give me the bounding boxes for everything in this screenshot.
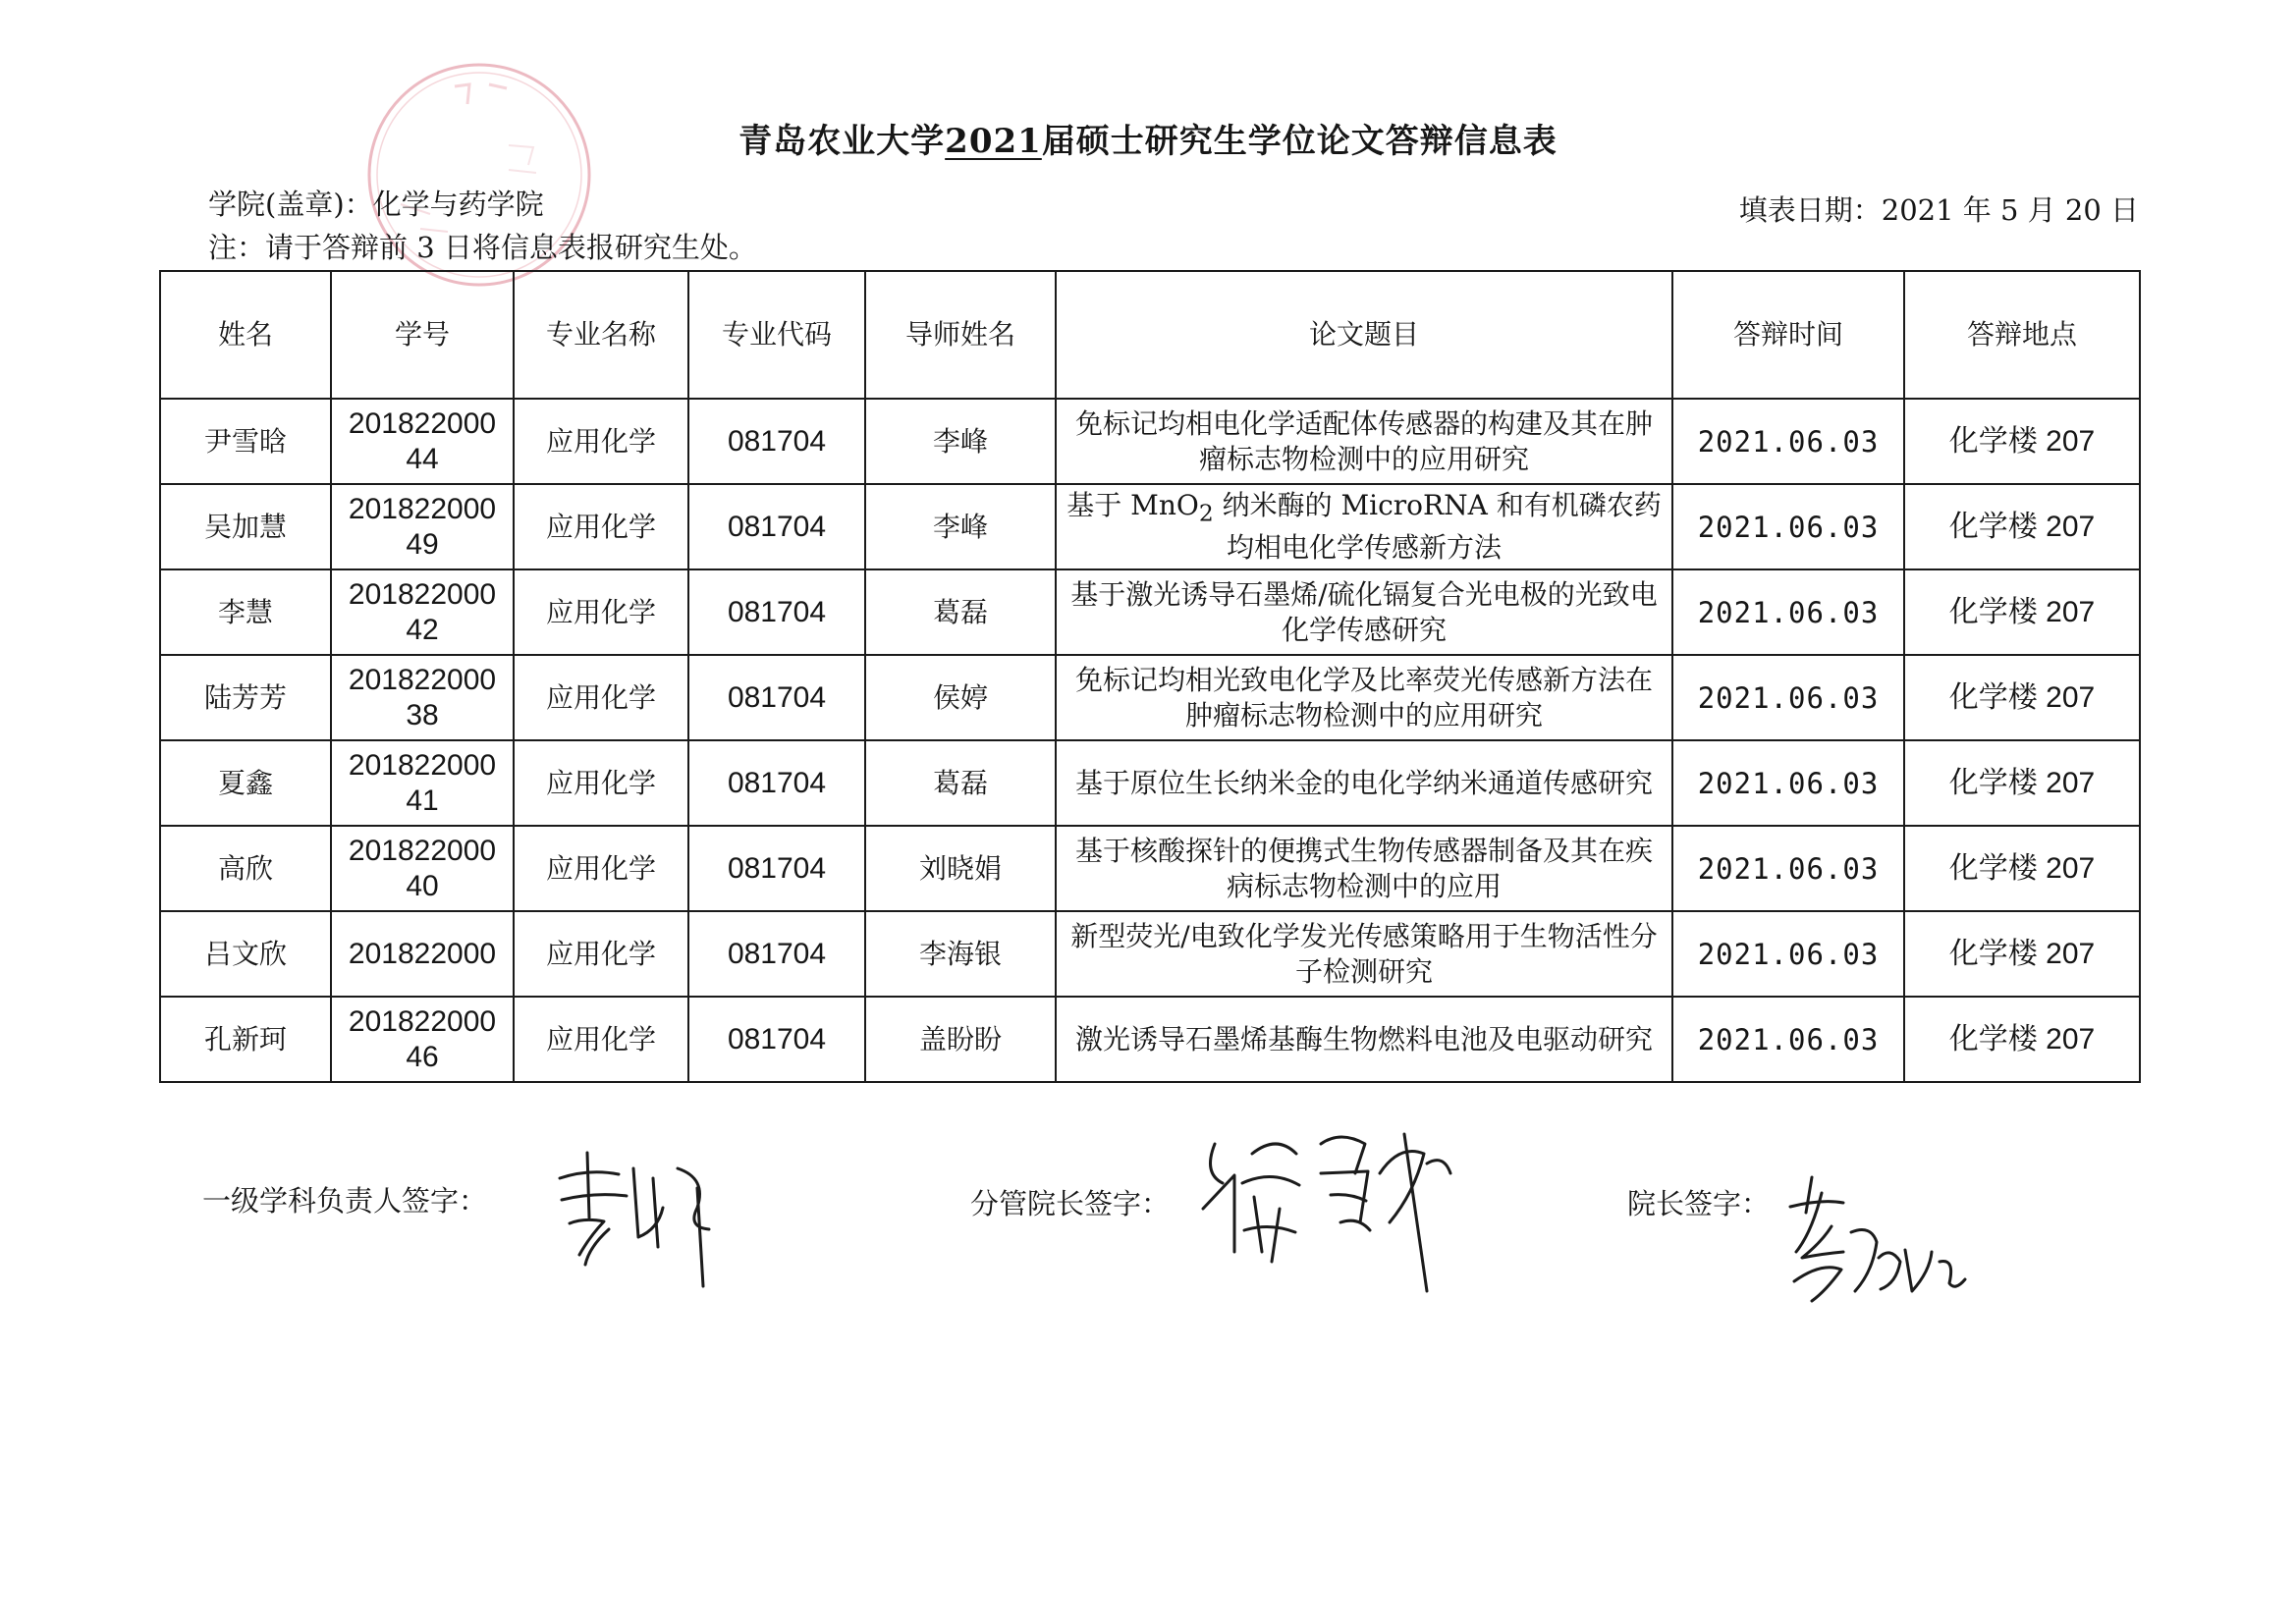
student-name-cell: 高欣 [160, 826, 331, 911]
table-row [160, 399, 2140, 484]
defense-time-cell: 2021.06.03 [1672, 569, 1904, 655]
advisor-name-cell: 李峰 [865, 399, 1056, 484]
vice-dean-signature-label: 分管院长签字： [970, 1187, 1171, 1220]
column-header: 导师姓名 [865, 271, 1056, 399]
student-id-cell: 201822000 38 [331, 655, 514, 740]
defense-place-cell: 化学楼 207 [1904, 655, 2140, 740]
table-row [160, 569, 2140, 655]
column-header: 专业名称 [514, 271, 688, 399]
student-name-cell: 夏鑫 [160, 740, 331, 826]
column-header: 专业代码 [688, 271, 865, 399]
table-row [160, 997, 2140, 1082]
student-name-cell: 陆芳芳 [160, 655, 331, 740]
student-name-cell: 孔新珂 [160, 997, 331, 1082]
student-id-cell: 201822000 49 [331, 484, 514, 569]
table-row [160, 826, 2140, 911]
student-name-cell: 吕文欣 [160, 911, 331, 997]
thesis-title-cell: 免标记均相光致电化学及比率荧光传感新方法在肿瘤标志物检测中的应用研究 [1056, 655, 1672, 740]
table-row [160, 655, 2140, 740]
major-name-cell: 应用化学 [514, 399, 688, 484]
submission-note: 注：请于答辩前 3 日将信息表报研究生处。 [208, 231, 757, 264]
major-name-cell: 应用化学 [514, 569, 688, 655]
advisor-name-cell: 刘晓娟 [865, 826, 1056, 911]
advisor-name-cell: 葛磊 [865, 569, 1056, 655]
major-name-cell: 应用化学 [514, 997, 688, 1082]
thesis-title-cell: 基于核酸探针的便携式生物传感器制备及其在疾病标志物检测中的应用 [1056, 826, 1672, 911]
student-name-cell: 李慧 [160, 569, 331, 655]
discipline-lead-signature-label: 一级学科负责人签字： [202, 1184, 488, 1218]
discipline-lead-signature-icon [550, 1139, 737, 1296]
defense-place-cell: 化学楼 207 [1904, 826, 2140, 911]
defense-place-cell: 化学楼 207 [1904, 740, 2140, 826]
major-name-cell: 应用化学 [514, 655, 688, 740]
defense-info-table [159, 270, 2141, 1083]
student-id-cell: 201822000 46 [331, 997, 514, 1082]
dean-signature-icon [1782, 1164, 1969, 1311]
student-id-cell: 201822000 40 [331, 826, 514, 911]
student-id-cell: 201822000 [331, 911, 514, 997]
fill-date: 填表日期：2021 年 5 月 20 日 [1738, 193, 2139, 227]
defense-time-cell: 2021.06.03 [1672, 826, 1904, 911]
defense-place-cell: 化学楼 207 [1904, 399, 2140, 484]
table-header-row [160, 271, 2140, 399]
major-code-cell: 081704 [688, 399, 865, 484]
defense-place-cell: 化学楼 207 [1904, 484, 2140, 569]
advisor-name-cell: 侯婷 [865, 655, 1056, 740]
thesis-title-cell: 基于激光诱导石墨烯/硫化镉复合光电极的光致电化学传感研究 [1056, 569, 1672, 655]
defense-time-cell: 2021.06.03 [1672, 484, 1904, 569]
major-code-cell: 081704 [688, 826, 865, 911]
student-id-cell: 201822000 41 [331, 740, 514, 826]
advisor-name-cell: 李峰 [865, 484, 1056, 569]
major-name-cell: 应用化学 [514, 911, 688, 997]
major-code-cell: 081704 [688, 569, 865, 655]
major-name-cell: 应用化学 [514, 826, 688, 911]
table-row [160, 740, 2140, 826]
dean-signature-label: 院长签字： [1627, 1187, 1771, 1220]
advisor-name-cell: 盖盼盼 [865, 997, 1056, 1082]
table-body [160, 399, 2140, 1082]
major-code-cell: 081704 [688, 484, 865, 569]
thesis-title-cell: 激光诱导石墨烯基酶生物燃料电池及电驱动研究 [1056, 997, 1672, 1082]
column-header: 论文题目 [1056, 271, 1672, 399]
thesis-title-cell: 基于原位生长纳米金的电化学纳米通道传感研究 [1056, 740, 1672, 826]
college-line: 学院(盖章)：化学与药学院 [208, 188, 544, 221]
title-year: 2021 [945, 122, 1042, 161]
defense-place-cell: 化学楼 207 [1904, 997, 2140, 1082]
defense-time-cell: 2021.06.03 [1672, 740, 1904, 826]
student-name-cell: 尹雪晗 [160, 399, 331, 484]
defense-time-cell: 2021.06.03 [1672, 399, 1904, 484]
major-code-cell: 081704 [688, 997, 865, 1082]
defense-time-cell: 2021.06.03 [1672, 911, 1904, 997]
thesis-title-cell: 新型荧光/电致化学发光传感策略用于生物活性分子检测研究 [1056, 911, 1672, 997]
document-title: 青岛农业大学2021届硕士研究生学位论文答辩信息表 [738, 122, 1558, 161]
advisor-name-cell: 李海银 [865, 911, 1056, 997]
major-code-cell: 081704 [688, 911, 865, 997]
column-header: 答辩地点 [1904, 271, 2140, 399]
student-name-cell: 吴加慧 [160, 484, 331, 569]
table-row [160, 911, 2140, 997]
major-code-cell: 081704 [688, 655, 865, 740]
thesis-title-cell: 免标记均相电化学适配体传感器的构建及其在肿瘤标志物检测中的应用研究 [1056, 399, 1672, 484]
defense-place-cell: 化学楼 207 [1904, 911, 2140, 997]
defense-time-cell: 2021.06.03 [1672, 655, 1904, 740]
column-header: 答辩时间 [1672, 271, 1904, 399]
vice-dean-signature-icon [1193, 1114, 1458, 1296]
advisor-name-cell: 葛磊 [865, 740, 1056, 826]
major-name-cell: 应用化学 [514, 740, 688, 826]
table-row [160, 484, 2140, 569]
column-header: 学号 [331, 271, 514, 399]
major-name-cell: 应用化学 [514, 484, 688, 569]
defense-time-cell: 2021.06.03 [1672, 997, 1904, 1082]
student-id-cell: 201822000 44 [331, 399, 514, 484]
thesis-title-cell: 基于 MnO$_2$ 纳米酶的 MicroRNA 和有机磷农药均相电化学传感新方法 [1056, 484, 1672, 569]
defense-place-cell: 化学楼 207 [1904, 569, 2140, 655]
student-id-cell: 201822000 42 [331, 569, 514, 655]
major-code-cell: 081704 [688, 740, 865, 826]
column-header: 姓名 [160, 271, 331, 399]
